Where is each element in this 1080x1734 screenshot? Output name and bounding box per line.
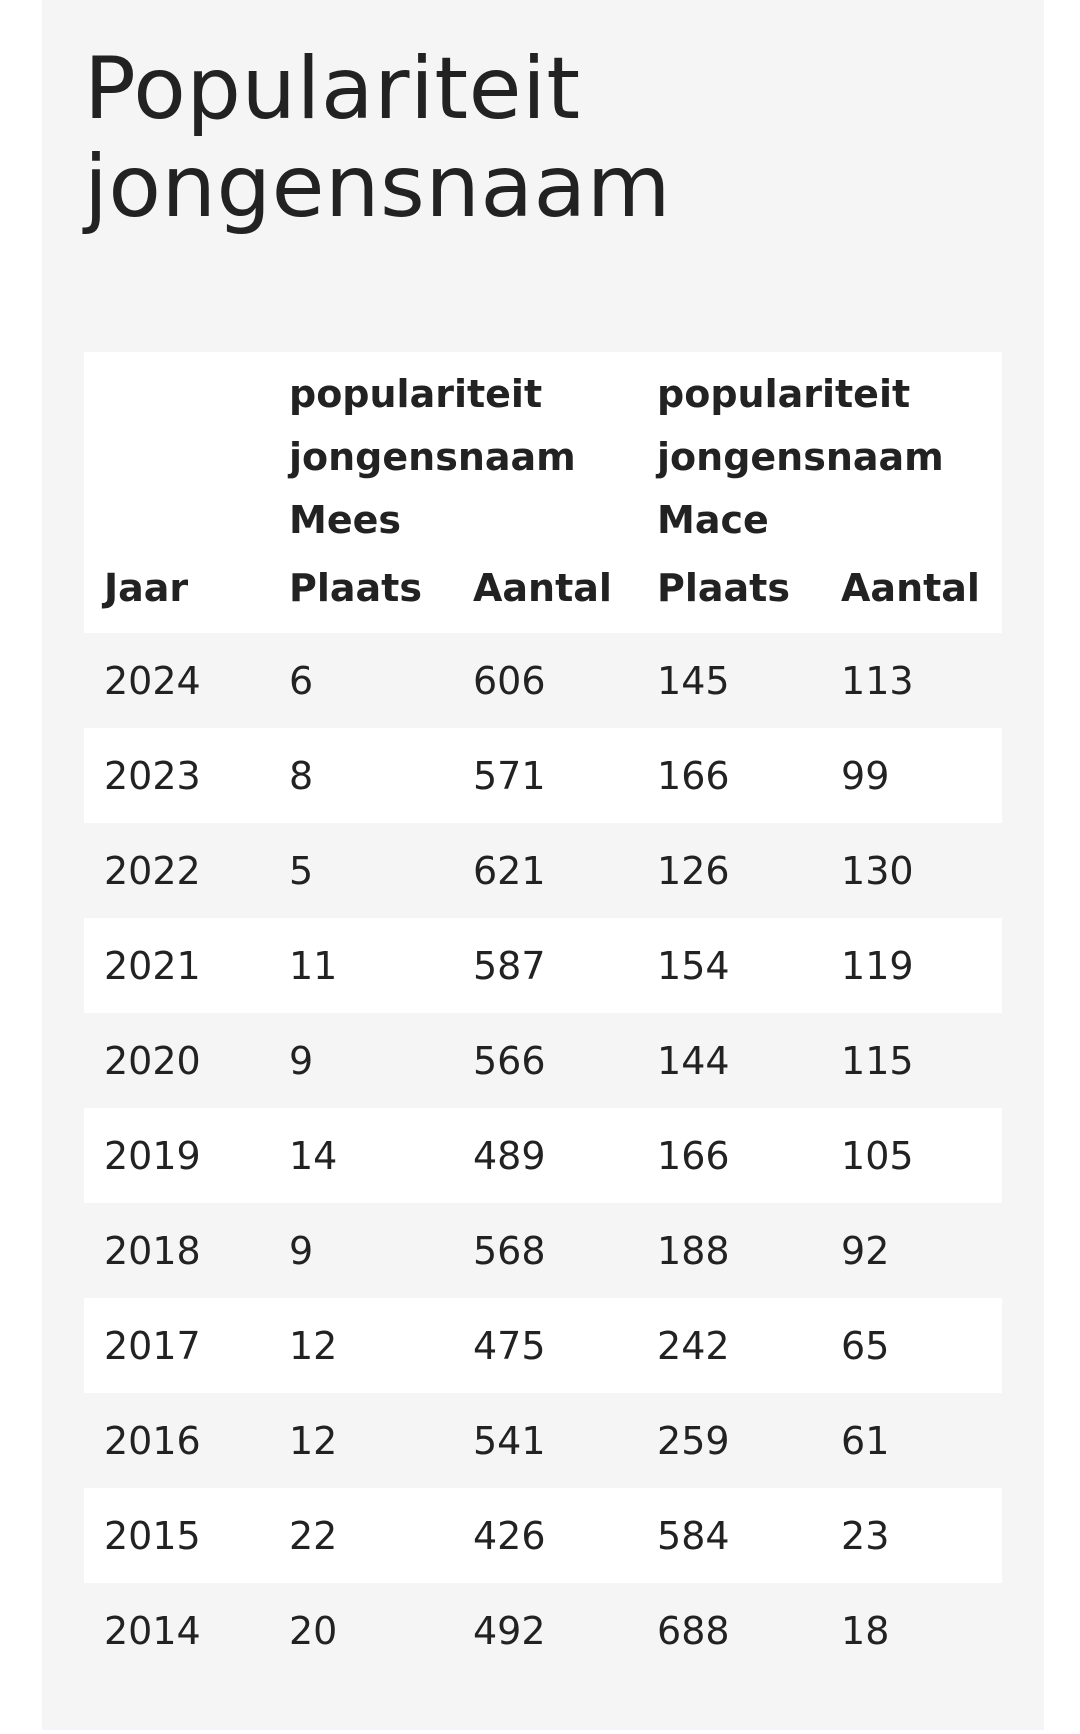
group-header-mees-line-2: jongensnaam (289, 435, 576, 479)
cell-mace-aantal: 119 (841, 943, 914, 988)
cell-mace-aantal: 113 (841, 658, 914, 703)
cell-jaar: 2017 (104, 1323, 201, 1368)
cell-mace-aantal: 130 (841, 848, 914, 893)
cell-jaar: 2015 (104, 1513, 201, 1558)
cell-mees-plaats: 9 (289, 1038, 314, 1083)
group-header-mace-line-1: populariteit (657, 372, 911, 416)
column-header-mees-aantal: Aantal (473, 566, 612, 610)
group-header-empty (84, 352, 269, 558)
table-row (84, 1393, 1002, 1488)
column-header-mees-plaats: Plaats (289, 566, 422, 610)
page-title (84, 40, 671, 236)
cell-mees-plaats: 22 (289, 1513, 338, 1558)
cell-mees-plaats: 5 (289, 848, 314, 893)
table-column-header-row (84, 558, 1002, 633)
cell-mees-aantal: 571 (473, 753, 546, 798)
cell-jaar: 2014 (104, 1608, 201, 1653)
table-body (84, 633, 1002, 1678)
cell-mees-plaats: 6 (289, 658, 314, 703)
cell-mees-aantal: 566 (473, 1038, 546, 1083)
table-row (84, 728, 1002, 823)
group-header-mace-line-2: jongensnaam (657, 435, 944, 479)
cell-mace-aantal: 92 (841, 1228, 890, 1273)
cell-mace-plaats: 166 (657, 1133, 730, 1178)
cell-mace-aantal: 65 (841, 1323, 890, 1368)
content-card (42, 0, 1044, 1730)
cell-jaar: 2021 (104, 943, 201, 988)
cell-mace-plaats: 688 (657, 1608, 730, 1653)
cell-mees-plaats: 12 (289, 1323, 338, 1368)
cell-mees-aantal: 492 (473, 1608, 546, 1653)
table-group-header-row (84, 352, 1002, 558)
page-title-line-2: jongensnaam (84, 137, 672, 237)
cell-mace-plaats: 145 (657, 658, 730, 703)
cell-jaar: 2016 (104, 1418, 201, 1463)
table-row (84, 633, 1002, 728)
cell-mees-aantal: 606 (473, 658, 546, 703)
cell-mace-plaats: 242 (657, 1323, 730, 1368)
cell-mees-aantal: 426 (473, 1513, 546, 1558)
table-row (84, 1583, 1002, 1678)
cell-mees-aantal: 587 (473, 943, 546, 988)
cell-mace-plaats: 584 (657, 1513, 730, 1558)
page-title-line-1: Populariteit (84, 39, 581, 139)
cell-mees-plaats: 9 (289, 1228, 314, 1273)
group-header-mace (637, 352, 1002, 558)
cell-mees-aantal: 621 (473, 848, 546, 893)
cell-jaar: 2023 (104, 753, 201, 798)
cell-mees-plaats: 20 (289, 1608, 338, 1653)
cell-mace-aantal: 23 (841, 1513, 890, 1558)
cell-mees-plaats: 12 (289, 1418, 338, 1463)
cell-mees-aantal: 568 (473, 1228, 546, 1273)
cell-mace-aantal: 61 (841, 1418, 890, 1463)
popularity-table (84, 352, 1002, 1678)
table-row (84, 1203, 1002, 1298)
table-row (84, 1013, 1002, 1108)
table-row (84, 1108, 1002, 1203)
table-row (84, 1488, 1002, 1583)
cell-mace-aantal: 99 (841, 753, 890, 798)
cell-mees-aantal: 489 (473, 1133, 546, 1178)
cell-mace-aantal: 18 (841, 1608, 890, 1653)
column-header-mace-aantal: Aantal (841, 566, 980, 610)
cell-jaar: 2018 (104, 1228, 201, 1273)
cell-mees-aantal: 475 (473, 1323, 546, 1368)
cell-mace-plaats: 154 (657, 943, 730, 988)
cell-mace-aantal: 105 (841, 1133, 914, 1178)
group-header-mees-line-3: Mees (289, 498, 401, 542)
cell-jaar: 2020 (104, 1038, 201, 1083)
cell-jaar: 2024 (104, 658, 201, 703)
column-header-jaar: Jaar (104, 566, 189, 610)
table-row (84, 1298, 1002, 1393)
cell-mees-aantal: 541 (473, 1418, 546, 1463)
cell-mace-plaats: 188 (657, 1228, 730, 1273)
column-header-mace-plaats: Plaats (657, 566, 790, 610)
cell-mace-plaats: 126 (657, 848, 730, 893)
cell-mees-plaats: 11 (289, 943, 338, 988)
cell-mees-plaats: 8 (289, 753, 314, 798)
group-header-mees (269, 352, 637, 558)
table-row (84, 918, 1002, 1013)
cell-jaar: 2019 (104, 1133, 201, 1178)
cell-jaar: 2022 (104, 848, 201, 893)
cell-mace-plaats: 144 (657, 1038, 730, 1083)
cell-mace-plaats: 166 (657, 753, 730, 798)
cell-mace-aantal: 115 (841, 1038, 914, 1083)
table-row (84, 823, 1002, 918)
group-header-mace-line-3: Mace (657, 498, 769, 542)
cell-mees-plaats: 14 (289, 1133, 338, 1178)
cell-mace-plaats: 259 (657, 1418, 730, 1463)
table-header (84, 352, 1002, 633)
group-header-mees-line-1: populariteit (289, 372, 543, 416)
